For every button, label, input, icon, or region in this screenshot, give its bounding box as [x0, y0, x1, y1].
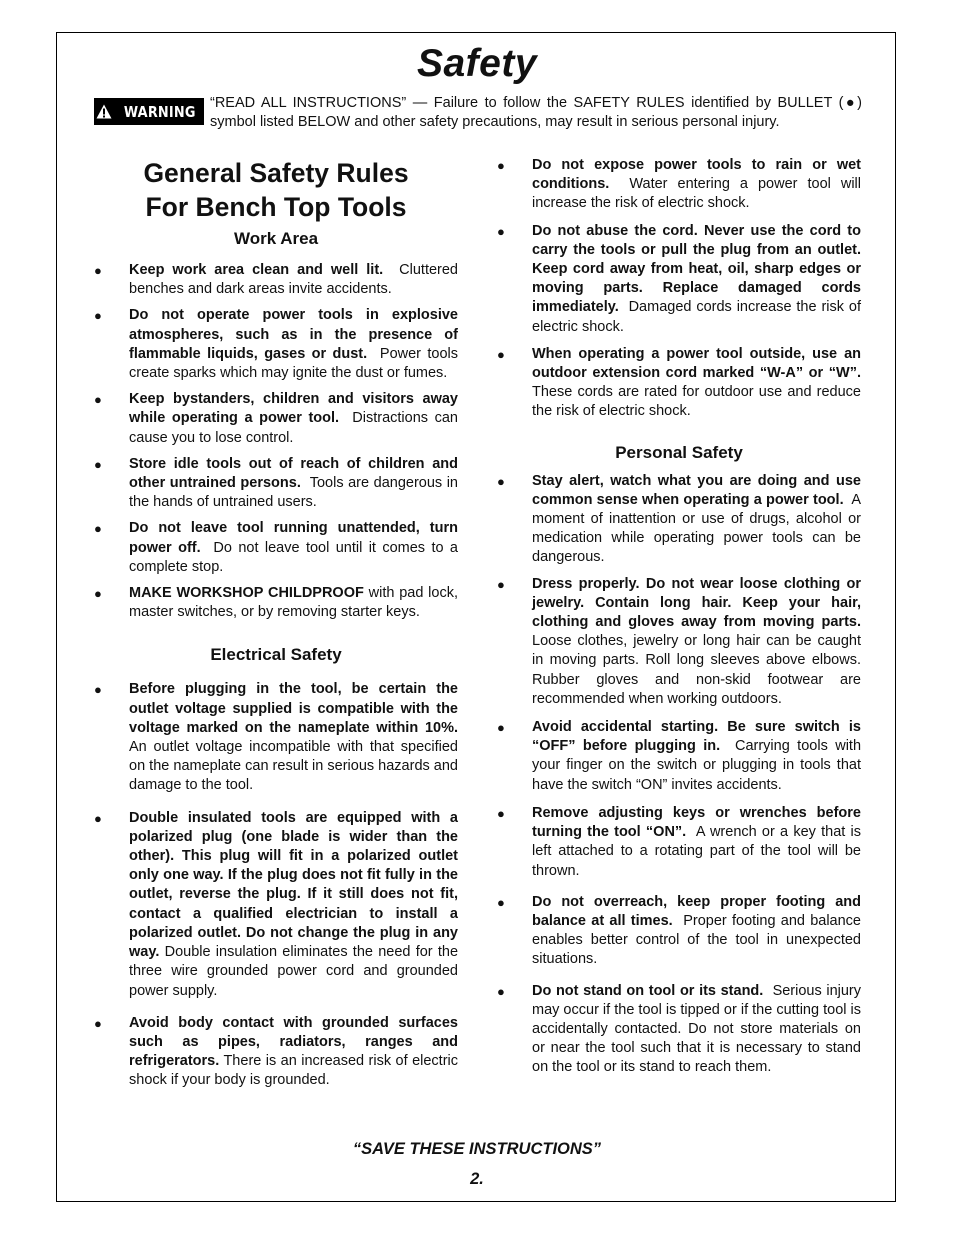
bullet-icon: ● — [497, 576, 505, 592]
personal-safety-heading: Personal Safety — [615, 442, 743, 462]
list-item: ● Store idle tools out of reach of children and other untrained persons. Tools are dangerous in the hands of untrained users. — [94, 455, 458, 513]
intro-paragraph — [94, 94, 862, 132]
list-item: ● Dress properly. Do not wear loose clothing or jewelry. Contain long hair. Keep your hair, clothing and gloves away from moving parts. Loose clothes, jewelry or long hair can be caught in moving parts. Roll long sleeves above elbows. Rubber gloves and non-skid footwear are recommended when working outdoors. — [497, 575, 861, 709]
bullet-icon: ● — [94, 392, 102, 408]
right-column — [497, 156, 861, 1078]
list-item: ● When operating a power tool outside, use an outdoor extension cord marked “W-A” or “W”. These cords are rated for outdoor use and reduce the risk of electric shock. — [497, 345, 861, 422]
left-column — [94, 156, 458, 1091]
bullet-icon: ● — [497, 894, 505, 910]
page-title: Safety — [416, 42, 538, 85]
general-rules-heading: General Safety Rules For Bench Top Tools — [143, 158, 409, 222]
bullet-icon: ● — [94, 263, 102, 278]
list-item: ● Keep work area clean and well lit. Cluttered benches and dark areas invite accidents. — [94, 261, 458, 299]
warning-label: WARNING — [124, 102, 196, 121]
bullet-icon: ● — [94, 308, 102, 324]
intro-text: “READ ALL INSTRUCTIONS” — Failure to follow the SAFETY RULES identified by BULLET (●) symbol listed BELOW and other safety precautions, may result in serious personal injury. — [210, 95, 862, 130]
list-item: ● Avoid accidental starting. Be sure switch is “OFF” before plugging in. Carrying tools with your finger on the switch or plugging in tools that have the switch “ON” invites accidents. — [497, 718, 861, 795]
list-item: ● Do not leave tool running unattended, turn power off. Do not leave tool until it comes to a complete stop. — [94, 519, 458, 577]
bullet-icon: ● — [497, 805, 505, 821]
bullet-icon: ● — [94, 682, 102, 698]
save-instructions-footer: “SAVE THESE INSTRUCTIONS” — [352, 1140, 602, 1158]
bullet-icon: ● — [94, 456, 102, 472]
list-item: ● Do not expose power tools to rain or wet conditions. Water entering a power tool will increase the risk of electric shock. — [497, 156, 861, 214]
list-item: ● Double insulated tools are equipped with a polarized plug (one blade is wider than the other). This plug will fit in a polarized outlet only one way. If the plug does not fit fully in the outlet, reverse the plug. If it still does not fit, contact a qualified electrician to install a polarized outlet. Do not change the plug in any way. Double insulation eliminates the need for the three wire grounded power cord and grounded power supply. — [94, 809, 458, 1001]
list-item: ● Do not stand on tool or its stand. Serious injury may occur if the tool is tipped or if the cutting tool is accidentally contacted. Do not store materials on or near the tool such that it is necessary to stand on the tool or its stand to reach them. — [497, 982, 861, 1078]
list-item: ● Before plugging in the tool, be certain the outlet voltage supplied is compatible with the voltage marked on the nameplate within 10%. An outlet voltage incompatible with that specified on the nameplate can result in serious hazards and damage to the tool. — [94, 680, 458, 795]
list-item: ● Do not abuse the cord. Never use the cord to carry the tools or pull the plug from an outlet. Keep cord away from heat, oil, sharp edges or moving parts. Replace damaged cords immediately. Damaged cords increase the risk of electric shock. — [497, 222, 861, 337]
electrical-safety-heading: Electrical Safety — [210, 645, 342, 665]
bullet-icon: ● — [497, 223, 505, 239]
list-item: ● Keep bystanders, children and visitors away while operating a power tool. Distractions can cause you to lose control. — [94, 390, 458, 448]
bullet-icon: ● — [94, 810, 102, 826]
list-item: ● Stay alert, watch what you are doing and use common sense when operating a power tool. A moment of inattention or use of drugs, alcohol or medication while operating power tools can be dangerous. — [497, 472, 861, 568]
list-item: ● Do not overreach, keep proper footing and balance at all times. Proper footing and balance enables better control of the tool in unexpected situations. — [497, 893, 861, 970]
bullet-icon: ● — [497, 346, 505, 362]
list-item: ● Avoid body contact with grounded surfaces such as pipes, radiators, ranges and refrigerators. There is an increased risk of electric shock if your body is grounded. — [94, 1014, 458, 1091]
bullet-icon: ● — [94, 521, 102, 537]
bullet-icon: ● — [497, 473, 505, 489]
bullet-icon: ● — [94, 586, 102, 602]
bullet-icon: ● — [497, 158, 505, 173]
bullet-icon: ● — [94, 1015, 102, 1031]
list-item: ● MAKE WORKSHOP CHILDPROOF with pad lock, master switches, or by removing starter keys. — [94, 584, 458, 622]
bullet-icon: ● — [497, 983, 505, 999]
page-number: 2. — [470, 1170, 484, 1188]
work-area-heading: Work Area — [233, 229, 319, 248]
list-item: ● Do not operate power tools in explosive atmospheres, such as in the presence of flammable liquids, gases or dust. Power tools create sparks which may ignite the dust or fumes. — [94, 306, 458, 383]
bullet-icon: ● — [497, 720, 505, 736]
list-item: ● Remove adjusting keys or wrenches before turning the tool “ON”. A wrench or a key that is left attached to a rotating part of the tool will be thrown. — [497, 804, 861, 881]
